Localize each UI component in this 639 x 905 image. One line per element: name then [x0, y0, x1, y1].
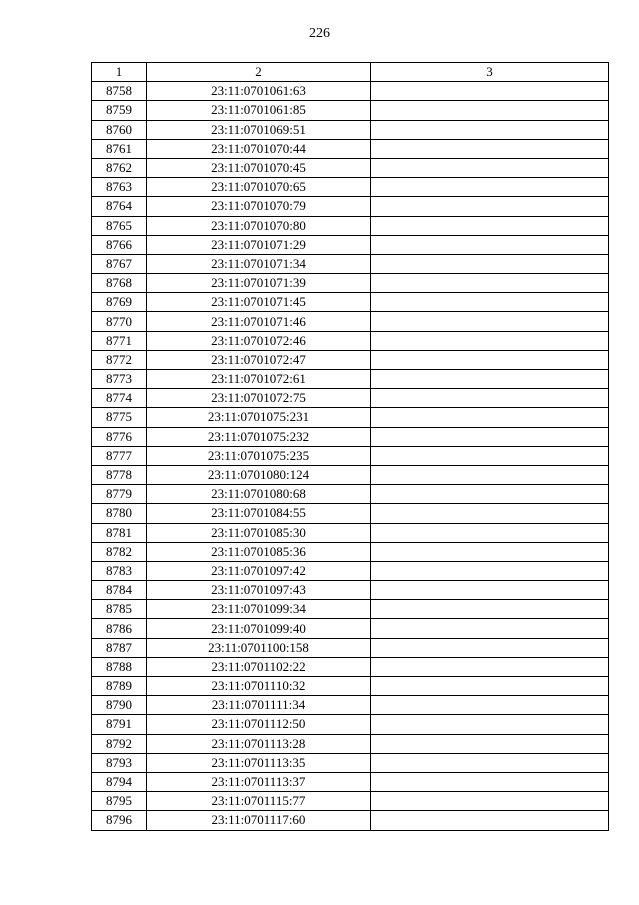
cadastral-number-cell: 23:11:0701111:34: [147, 696, 371, 715]
cadastral-number-cell: 23:11:0701115:77: [147, 792, 371, 811]
cadastral-number-cell: 23:11:0701113:35: [147, 753, 371, 772]
note-cell: [371, 657, 609, 676]
table-row: [92, 657, 609, 676]
table-row: [92, 158, 609, 177]
row-number-cell: 8781: [92, 523, 147, 542]
table-row: [92, 350, 609, 369]
cadastral-number-cell: 23:11:0701070:79: [147, 197, 371, 216]
cadastral-number-cell: 23:11:0701071:46: [147, 312, 371, 331]
note-cell: [371, 542, 609, 561]
cadastral-number-cell: 23:11:0701102:22: [147, 657, 371, 676]
table-row: [92, 504, 609, 523]
table-row: [92, 465, 609, 484]
note-cell: [371, 715, 609, 734]
table-row: [92, 446, 609, 465]
registry-table: [91, 62, 609, 831]
row-number-cell: 8772: [92, 350, 147, 369]
table-row: [92, 561, 609, 580]
table-row: [92, 216, 609, 235]
cadastral-number-cell: 23:11:0701072:47: [147, 350, 371, 369]
note-cell: [371, 600, 609, 619]
note-cell: [371, 370, 609, 389]
table-body: [92, 82, 609, 830]
row-number-cell: 8770: [92, 312, 147, 331]
note-cell: [371, 120, 609, 139]
cadastral-number-cell: 23:11:0701099:40: [147, 619, 371, 638]
table-row: [92, 235, 609, 254]
note-cell: [371, 696, 609, 715]
cadastral-number-cell: 23:11:0701061:63: [147, 82, 371, 101]
cadastral-number-cell: 23:11:0701072:75: [147, 389, 371, 408]
cadastral-number-cell: 23:11:0701071:39: [147, 274, 371, 293]
note-cell: [371, 350, 609, 369]
row-number-cell: 8768: [92, 274, 147, 293]
row-number-cell: 8777: [92, 446, 147, 465]
table-row: [92, 542, 609, 561]
note-cell: [371, 101, 609, 120]
note-cell: [371, 811, 609, 830]
column-header-2: 2: [147, 63, 371, 82]
note-cell: [371, 619, 609, 638]
row-number-cell: 8769: [92, 293, 147, 312]
note-cell: [371, 753, 609, 772]
row-number-cell: 8783: [92, 561, 147, 580]
cadastral-number-cell: 23:11:0701097:42: [147, 561, 371, 580]
cadastral-number-cell: 23:11:0701097:43: [147, 581, 371, 600]
table-row: [92, 715, 609, 734]
table-row: [92, 389, 609, 408]
row-number-cell: 8782: [92, 542, 147, 561]
row-number-cell: 8766: [92, 235, 147, 254]
cadastral-number-cell: 23:11:0701112:50: [147, 715, 371, 734]
cadastral-number-cell: 23:11:0701072:46: [147, 331, 371, 350]
note-cell: [371, 638, 609, 657]
cadastral-number-cell: 23:11:0701070:80: [147, 216, 371, 235]
note-cell: [371, 389, 609, 408]
table-row: [92, 523, 609, 542]
table-row: [92, 427, 609, 446]
row-number-cell: 8796: [92, 811, 147, 830]
note-cell: [371, 178, 609, 197]
table-row: [92, 274, 609, 293]
note-cell: [371, 465, 609, 484]
table-row: [92, 82, 609, 101]
table-row: [92, 312, 609, 331]
cadastral-number-cell: 23:11:0701084:55: [147, 504, 371, 523]
table-row: [92, 792, 609, 811]
table-row: [92, 178, 609, 197]
table-row: [92, 197, 609, 216]
row-number-cell: 8780: [92, 504, 147, 523]
row-number-cell: 8774: [92, 389, 147, 408]
table-row: [92, 811, 609, 830]
note-cell: [371, 792, 609, 811]
table-row: [92, 677, 609, 696]
cadastral-number-cell: 23:11:0701110:32: [147, 677, 371, 696]
note-cell: [371, 235, 609, 254]
table-row: [92, 254, 609, 273]
row-number-cell: 8773: [92, 370, 147, 389]
row-number-cell: 8775: [92, 408, 147, 427]
cadastral-number-cell: 23:11:0701071:29: [147, 235, 371, 254]
table-row: [92, 600, 609, 619]
note-cell: [371, 734, 609, 753]
cadastral-number-cell: 23:11:0701070:65: [147, 178, 371, 197]
row-number-cell: 8784: [92, 581, 147, 600]
row-number-cell: 8795: [92, 792, 147, 811]
note-cell: [371, 523, 609, 542]
table-row: [92, 619, 609, 638]
note-cell: [371, 504, 609, 523]
table-row: [92, 696, 609, 715]
row-number-cell: 8787: [92, 638, 147, 657]
cadastral-number-cell: 23:11:0701075:235: [147, 446, 371, 465]
row-number-cell: 8764: [92, 197, 147, 216]
cadastral-number-cell: 23:11:0701071:45: [147, 293, 371, 312]
cadastral-number-cell: 23:11:0701075:231: [147, 408, 371, 427]
cadastral-number-cell: 23:11:0701100:158: [147, 638, 371, 657]
note-cell: [371, 158, 609, 177]
table-row: [92, 101, 609, 120]
note-cell: [371, 293, 609, 312]
row-number-cell: 8776: [92, 427, 147, 446]
row-number-cell: 8778: [92, 465, 147, 484]
row-number-cell: 8791: [92, 715, 147, 734]
cadastral-number-cell: 23:11:0701085:30: [147, 523, 371, 542]
row-number-cell: 8771: [92, 331, 147, 350]
cadastral-number-cell: 23:11:0701075:232: [147, 427, 371, 446]
row-number-cell: 8792: [92, 734, 147, 753]
row-number-cell: 8794: [92, 772, 147, 791]
cadastral-number-cell: 23:11:0701069:51: [147, 120, 371, 139]
row-number-cell: 8779: [92, 485, 147, 504]
note-cell: [371, 677, 609, 696]
note-cell: [371, 82, 609, 101]
row-number-cell: 8765: [92, 216, 147, 235]
note-cell: [371, 331, 609, 350]
cadastral-number-cell: 23:11:0701071:34: [147, 254, 371, 273]
table-row: [92, 638, 609, 657]
table-row: [92, 120, 609, 139]
note-cell: [371, 312, 609, 331]
cadastral-number-cell: 23:11:0701070:45: [147, 158, 371, 177]
cadastral-number-cell: 23:11:0701080:124: [147, 465, 371, 484]
row-number-cell: 8789: [92, 677, 147, 696]
table-row: [92, 293, 609, 312]
cadastral-number-cell: 23:11:0701061:85: [147, 101, 371, 120]
note-cell: [371, 139, 609, 158]
note-cell: [371, 581, 609, 600]
row-number-cell: 8790: [92, 696, 147, 715]
row-number-cell: 8788: [92, 657, 147, 676]
note-cell: [371, 274, 609, 293]
cadastral-number-cell: 23:11:0701117:60: [147, 811, 371, 830]
cadastral-number-cell: 23:11:0701113:37: [147, 772, 371, 791]
row-number-cell: 8785: [92, 600, 147, 619]
note-cell: [371, 485, 609, 504]
table-header: [92, 63, 609, 82]
note-cell: [371, 772, 609, 791]
column-header-3: 3: [371, 63, 609, 82]
row-number-cell: 8760: [92, 120, 147, 139]
note-cell: [371, 408, 609, 427]
table-row: [92, 734, 609, 753]
row-number-cell: 8758: [92, 82, 147, 101]
cadastral-number-cell: 23:11:0701080:68: [147, 485, 371, 504]
cadastral-number-cell: 23:11:0701099:34: [147, 600, 371, 619]
table-row: [92, 753, 609, 772]
note-cell: [371, 254, 609, 273]
row-number-cell: 8793: [92, 753, 147, 772]
table-row: [92, 331, 609, 350]
table-row: [92, 408, 609, 427]
row-number-cell: 8767: [92, 254, 147, 273]
row-number-cell: 8759: [92, 101, 147, 120]
row-number-cell: 8762: [92, 158, 147, 177]
header-row: [92, 63, 609, 82]
row-number-cell: 8786: [92, 619, 147, 638]
note-cell: [371, 216, 609, 235]
table-row: [92, 485, 609, 504]
table-row: [92, 581, 609, 600]
table-row: [92, 772, 609, 791]
cadastral-number-cell: 23:11:0701072:61: [147, 370, 371, 389]
cadastral-number-cell: 23:11:0701070:44: [147, 139, 371, 158]
note-cell: [371, 197, 609, 216]
note-cell: [371, 427, 609, 446]
table-row: [92, 139, 609, 158]
row-number-cell: 8763: [92, 178, 147, 197]
note-cell: [371, 561, 609, 580]
table-row: [92, 370, 609, 389]
note-cell: [371, 446, 609, 465]
row-number-cell: 8761: [92, 139, 147, 158]
column-header-1: 1: [92, 63, 147, 82]
cadastral-number-cell: 23:11:0701113:28: [147, 734, 371, 753]
cadastral-number-cell: 23:11:0701085:36: [147, 542, 371, 561]
page-number: 226: [309, 26, 330, 41]
